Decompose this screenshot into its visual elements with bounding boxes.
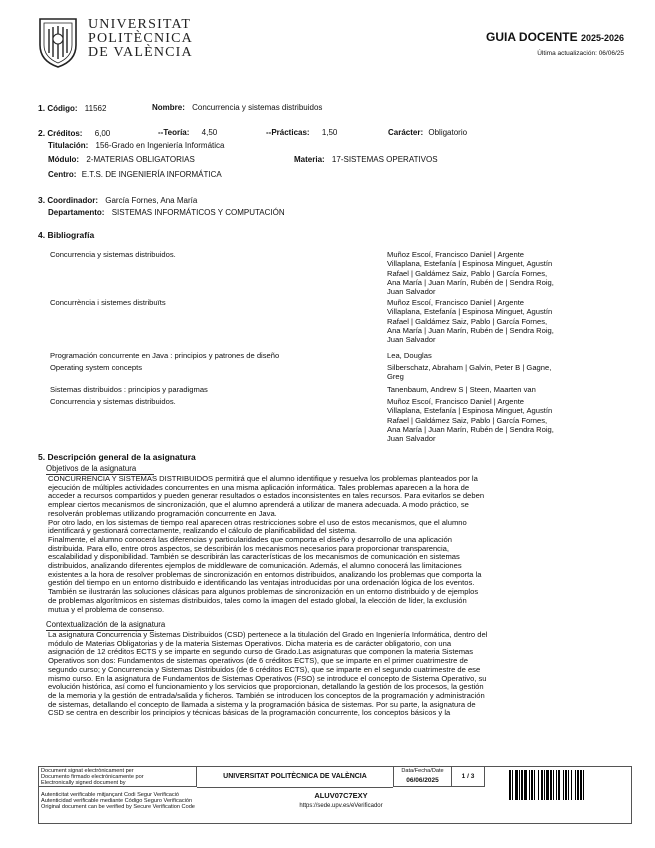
signed-line: Electronically signed document by: [41, 780, 126, 786]
bib-author-line: Lea, Douglas: [387, 351, 432, 360]
bib-authors: [387, 385, 592, 394]
practicas-field: [266, 128, 337, 137]
bib-title: Programación concurrente en Java : principios y patrones de diseño: [50, 351, 280, 360]
bib-title: Sistemas distribuidos : principios y paradigmas: [50, 385, 208, 394]
objetivos-paragraph: [48, 475, 621, 614]
text-line: módulo de Materias Obligatorias y de la materia Sistemas Operativos. Dicha materia es de carácter obligatorio, con una: [48, 638, 452, 648]
university-name-line: POLITÈCNICA: [88, 31, 193, 46]
materia-label: Materia:: [294, 155, 325, 164]
bib-title: Concurrència i sistemes distribuïts: [50, 298, 166, 307]
nombre-label: Nombre:: [152, 103, 185, 112]
bib-title: Concurrencia y sistemas distribuidos.: [50, 250, 176, 259]
text-line: de sistemas, detallando el concepto de llamada a sistema y la programación básica de sistemas. Por su parte, la asignatura de: [48, 699, 476, 709]
verify-line: Autenticidad verificable mediante Código Seguro Verificación: [41, 798, 193, 804]
section-2: [38, 128, 110, 138]
verification-code-cell: [197, 791, 485, 809]
descripcion-heading: 5. Descripción general de la asignatura: [38, 452, 196, 462]
coordinador-label: Coordinador:: [47, 196, 98, 205]
text-line: Finalmente, el alumno conocerá las diferencias y particularidades que comporta el diseño y desarrollo de una aplicación: [48, 534, 452, 544]
nombre-field: [152, 103, 322, 112]
text-line: evolución histórica, así como el funcionamiento y los servicios que proporcionan, detallando la gestión de los procesos, la gestión: [48, 682, 484, 692]
bib-authors: [387, 397, 592, 443]
section-1: [38, 103, 106, 113]
bib-author-line: Greg: [387, 372, 404, 382]
text-line: distribuida. Para ello, entre otros aspectos, se describirán los mecanismos necesarios para proporcionar transparencia,: [48, 543, 449, 553]
centro-field: [48, 170, 222, 179]
materia-value: 17-SISTEMAS OPERATIVOS: [331, 155, 438, 164]
departamento-value: SISTEMAS INFORMÁTICOS Y COMPUTACIÓN: [111, 208, 285, 217]
text-line: CSD se centra en describir los principios y técnicas básicas de la programación concurrente, los conceptos básicos y la: [48, 708, 451, 718]
date-label: Data/Fecha/Date: [401, 768, 444, 774]
signature-footer: [38, 766, 632, 824]
creditos-value: 6,00: [94, 129, 111, 138]
teoria-field: [158, 128, 217, 137]
caracter-field: [388, 128, 467, 137]
university-emblem-icon: [36, 15, 80, 69]
bib-author-line: Juan Salvador: [387, 287, 436, 297]
codigo-label: Código:: [47, 104, 78, 113]
date-value: 06/06/2025: [406, 777, 439, 784]
text-line: emplear ciertos mecanismos de sincronización, que el alumno aprenderá a utilizar de manera adecuada. A modo práctico, se: [48, 500, 469, 510]
bib-authors: [387, 298, 592, 344]
caracter-value: Obligatorio: [428, 128, 468, 137]
university-name-line: DE VALÈNCIA: [88, 45, 193, 60]
text-line: mutua y el problema de consenso.: [48, 604, 165, 614]
departamento-field: [48, 208, 285, 217]
bib-author-line: Muñoz Escoí, Francisco Daniel | Argente: [387, 397, 525, 406]
text-line: asignación de 12 créditos ECTS y se imparte en segundo curso de Grado.Las asignaturas que componen la materia Sistemas: [48, 647, 474, 657]
titulacion-label: Titulación:: [48, 141, 89, 150]
modulo-field: [48, 155, 195, 164]
objetivos-heading: Objetivos de la asignatura: [46, 464, 137, 473]
bib-author-line: Rafael | Galdámez Saiz, Pablo | García Fornes,: [387, 415, 548, 425]
bib-author-line: Villaplana, Estefanía | Espinosa Minguet, Agustín: [387, 259, 553, 269]
bib-author-line: Ana María | Juan Marín, Rubén de | Sendra Roig,: [387, 277, 554, 287]
signed-by-text: [39, 767, 197, 787]
practicas-label: --Prácticas:: [266, 128, 310, 137]
university-name-line: UNIVERSITAT: [88, 17, 192, 32]
text-line: Por otro lado, en los sistemas de tiempo real aparecen otras restricciones sobre el uso de estos mecanismos, que el alumno: [48, 517, 467, 527]
titulacion-field: [48, 141, 225, 150]
document-title: [486, 30, 624, 44]
coordinador-value: García Fornes, Ana María: [105, 196, 198, 205]
codigo-value: 11562: [84, 104, 107, 113]
bib-title: Operating system concepts: [50, 363, 143, 372]
section-3: [38, 195, 197, 205]
bib-author-line: Muñoz Escoí, Francisco Daniel | Argente: [387, 298, 525, 307]
bib-author-line: Juan Salvador: [387, 335, 436, 345]
bib-author-line: Ana María | Juan Marín, Rubén de | Sendra Roig,: [387, 325, 554, 335]
bib-authors: [387, 351, 592, 360]
verification-url[interactable]: https://sede.upv.es/eVerificador: [299, 803, 383, 809]
bib-authors: [387, 363, 592, 382]
text-line: de problemas algorítmicos en sistemas distribuidos, tales como la imagen del estado global, la elección de líder, la exclusión: [48, 595, 467, 605]
text-line: segundo curso; y Concurrencia y Sistemas Distribuidos (de 6 créditos ECTS), que se imparte en el segundo cuatrimestre de ese: [48, 664, 481, 674]
text-line: Operativos son dos: Fundamentos de sistemas operativos (de 6 créditos ECTS), que se imparte en el primer cuatrimestre de: [48, 656, 468, 666]
bib-author-line: Villaplana, Estefanía | Espinosa Minguet, Agustín: [387, 307, 553, 317]
document-title-text: GUIA DOCENTE: [486, 30, 578, 44]
text-line: distribuidos, analizando diferentes ejemplos de middleware de comunicación. Además, el alumno conocerá las limitaciones: [48, 561, 462, 571]
contexto-heading: Contextualización de la asignatura: [46, 620, 166, 629]
titulacion-value: 156-Grado en Ingeniería Informática: [95, 141, 225, 150]
centro-value: E.T.S. DE INGENIERÍA INFORMÁTICA: [81, 170, 222, 179]
signed-line: Document signat electrònicament per: [41, 768, 134, 774]
barcode-icon: [509, 770, 625, 800]
bib-author-line: Rafael | Galdámez Saiz, Pablo | García Fornes,: [387, 268, 548, 278]
date-cell: [393, 767, 451, 787]
practicas-value: 1,50: [321, 128, 338, 137]
document-year: 2025-2026: [580, 33, 624, 43]
bib-authors: [387, 250, 592, 296]
teoria-label: --Teoría:: [158, 128, 190, 137]
section-number: 2.: [38, 128, 46, 138]
bib-author-line: Rafael | Galdámez Saiz, Pablo | García Fornes,: [387, 316, 548, 326]
text-line: de la memoria y la gestión de entrada/salida y ficheros. También se introducen los conceptos de la programación y administración: [48, 690, 485, 700]
text-line: mismo curso. En la asignatura de Fundamentos de Sistemas Operativos (FSO) se introduce el concepto de Sistema Operativo, su: [48, 673, 487, 683]
verify-line: Original document can be verified by Secure Verification Code: [41, 804, 195, 810]
materia-field: [294, 155, 438, 164]
text-line: escalabilidad y disponibilidad. También se describirán las características de los mecanismos de comunicación en sistemas: [48, 552, 460, 562]
last-update: Última actualización: 06/06/25: [537, 50, 624, 57]
nombre-value: Concurrencia y sistemas distribuidos: [192, 103, 323, 112]
bib-author-line: Villaplana, Estefanía | Espinosa Minguet, Agustín: [387, 406, 553, 416]
bib-author-line: Ana María | Juan Marín, Rubén de | Sendra Roig,: [387, 424, 554, 434]
bib-author-line: Tanenbaum, Andrew S | Steen, Maarten van: [387, 385, 536, 394]
verification-code: ALUV07C7EXY: [314, 791, 368, 800]
creditos-label: Créditos:: [47, 129, 83, 138]
text-line: ejecución de múltiples actividades concurrentes en una misma aplicación informática. Tales problemas aparecen a la hora de: [48, 482, 470, 492]
bibliografia-heading: 4. Bibliografía: [38, 230, 95, 240]
caracter-label: Carácter:: [388, 128, 424, 137]
bib-title: Concurrencia y sistemas distribuidos.: [50, 397, 176, 406]
text-line: existentes a la hora de resolver problemas de sincronización en entornos distribuidos, analizando los problemas que comporta la: [48, 569, 482, 579]
text-line: CONCURRENCIA Y SISTEMAS DISTRIBUIDOS permitirá que el alumno identifique y resuelva los problemas planteados por la: [48, 474, 478, 483]
centro-label: Centro:: [48, 170, 77, 179]
text-line: gestión del tiempo en un entorno distribuido e identificando las ventajas introducidas por una ordenación lógica de los eventos.: [48, 578, 475, 588]
signed-line: Documento firmado electrónicamente por: [41, 774, 144, 780]
bib-author-line: Silberschatz, Abraham | Galvin, Peter B | Gagne,: [387, 363, 552, 372]
text-line: identificará y gestionará correctamente, realizando el cálculo de planificabilidad del sistema.: [48, 526, 357, 536]
university-name: [88, 18, 193, 60]
modulo-label: Módulo:: [48, 155, 80, 164]
departamento-label: Departamento:: [48, 208, 105, 217]
section-number: 1.: [38, 103, 46, 113]
signer-name: UNIVERSITAT POLITÈCNICA DE VALÈNCIA: [197, 767, 393, 788]
text-line: acceder a recursos compartidos y pueden generar resultados o estados inconsistentes en tales recursos. Para evitarlos se deben: [48, 491, 485, 501]
section-number: 3.: [38, 195, 46, 205]
verify-text: [39, 787, 199, 810]
text-line: resolverán problemas utilizando programación concurrente en Java.: [48, 508, 277, 518]
bib-author-line: Muñoz Escoí, Francisco Daniel | Argente: [387, 250, 525, 259]
text-line: También se ilustrarán las soluciones clásicas para algunos problemas de sincronización en un entorno distribuido y de ejemplos: [48, 587, 479, 597]
teoria-value: 4,50: [201, 128, 218, 137]
bib-author-line: Juan Salvador: [387, 434, 436, 444]
page-number: 1 / 3: [451, 767, 485, 787]
verify-line: Autenticitat verificable mitjançant Codi Segur Verificació: [41, 792, 180, 798]
text-line: La asignatura Concurrencia y Sistemas Distribuidos (CSD) pertenece a la titulación del Grado en Ingeniería Informática, dentro del: [48, 630, 488, 639]
contexto-paragraph: [48, 631, 621, 718]
modulo-value: 2-MATERIAS OBLIGATORIAS: [86, 155, 195, 164]
